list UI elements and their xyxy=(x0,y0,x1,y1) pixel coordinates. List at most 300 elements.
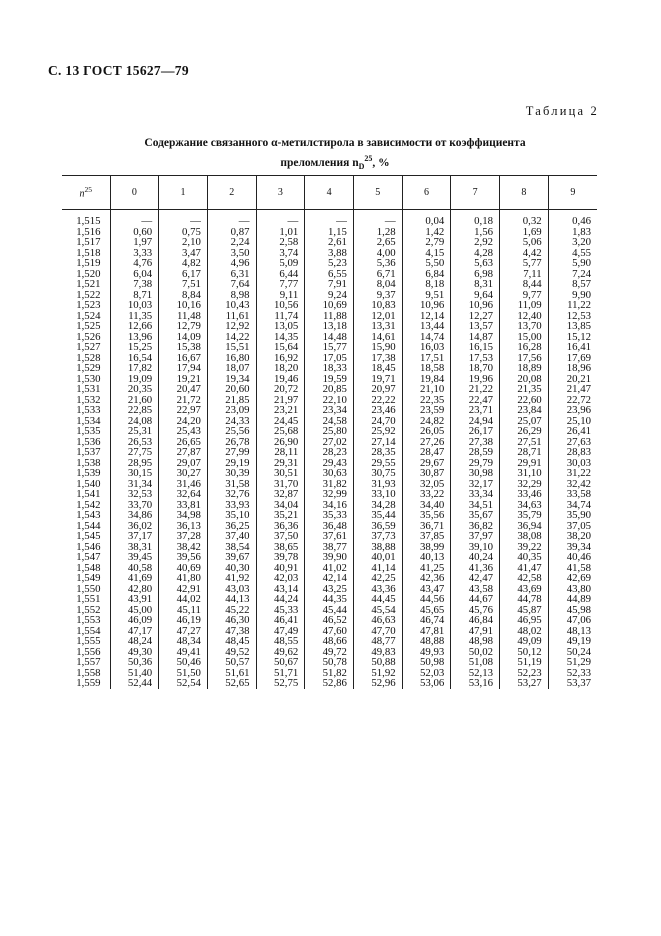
header-cell: 8 xyxy=(500,176,549,210)
table-cell: 46,63 xyxy=(353,615,402,626)
table-cell: 50,67 xyxy=(256,657,305,668)
table-cell: 13,70 xyxy=(500,321,549,332)
table-cell: 5,06 xyxy=(500,237,549,248)
table-cell: 25,31 xyxy=(110,426,159,437)
table-cell: 12,79 xyxy=(159,321,208,332)
page-header: С. 13 ГОСТ 15627—79 xyxy=(48,63,189,78)
table-cell: 10,16 xyxy=(159,300,208,311)
table-cell: 22,22 xyxy=(353,395,402,406)
table-cell: 31,82 xyxy=(305,479,354,490)
table-cell: 31,22 xyxy=(548,468,597,479)
table-cell: 44,45 xyxy=(353,594,402,605)
table-cell: 45,11 xyxy=(159,605,208,616)
table-cell: 50,57 xyxy=(207,657,256,668)
table-cell: 36,36 xyxy=(256,521,305,532)
table-cell: 5,77 xyxy=(500,258,549,269)
table-cell: 6,98 xyxy=(451,269,500,280)
table-cell: 23,09 xyxy=(207,405,256,416)
table-cell: 23,46 xyxy=(353,405,402,416)
table-cell: 26,53 xyxy=(110,437,159,448)
table-cell: 9,64 xyxy=(451,290,500,301)
table-cell: 9,77 xyxy=(500,290,549,301)
table-cell: 35,56 xyxy=(402,510,451,521)
table-cell: 42,47 xyxy=(451,573,500,584)
table-cell: 30,75 xyxy=(353,468,402,479)
table-cell: 4,42 xyxy=(500,248,549,259)
table-cell: 5,50 xyxy=(402,258,451,269)
table-cell: 44,89 xyxy=(548,594,597,605)
table-cell: 23,84 xyxy=(500,405,549,416)
table-cell: 52,65 xyxy=(207,678,256,689)
table-cell: 43,25 xyxy=(305,584,354,595)
table-cell: 27,63 xyxy=(548,437,597,448)
table-cell: 37,50 xyxy=(256,531,305,542)
table-cell: 16,80 xyxy=(207,353,256,364)
table-cell: 47,91 xyxy=(451,626,500,637)
table-cell: 6,84 xyxy=(402,269,451,280)
table-cell: 29,43 xyxy=(305,458,354,469)
table-cell: 16,41 xyxy=(548,342,597,353)
table-cell: 22,72 xyxy=(548,395,597,406)
table-cell: 3,88 xyxy=(305,248,354,259)
table-cell: 44,24 xyxy=(256,594,305,605)
table-cell: 36,25 xyxy=(207,521,256,532)
table-row xyxy=(62,531,597,542)
table-cell: 26,17 xyxy=(451,426,500,437)
table-cell: 15,77 xyxy=(305,342,354,353)
table-cell: 32,42 xyxy=(548,479,597,490)
table-cell: 28,35 xyxy=(353,447,402,458)
table-cell: 39,56 xyxy=(159,552,208,563)
table-cell: 41,92 xyxy=(207,573,256,584)
table-cell: 37,17 xyxy=(110,531,159,542)
table-row xyxy=(62,384,597,395)
table-cell: 51,50 xyxy=(159,668,208,679)
table-cell: 15,38 xyxy=(159,342,208,353)
table-cell: 49,19 xyxy=(548,636,597,647)
table-cell: — xyxy=(110,210,159,227)
table-cell: 24,08 xyxy=(110,416,159,427)
table-cell: 35,90 xyxy=(548,510,597,521)
table-cell: 36,82 xyxy=(451,521,500,532)
table-cell: 48,34 xyxy=(159,636,208,647)
table-cell: 30,98 xyxy=(451,468,500,479)
row-index-cell: 1,530 xyxy=(76,372,101,385)
table-cell: 9,90 xyxy=(548,290,597,301)
table-cell: 52,54 xyxy=(159,678,208,689)
row-index-cell: 1,554 xyxy=(76,624,101,637)
table-cell: 48,45 xyxy=(207,636,256,647)
table-cell: 7,11 xyxy=(500,269,549,280)
table-cell: 25,68 xyxy=(256,426,305,437)
table-cell: 1,01 xyxy=(256,227,305,238)
table-cell: 13,05 xyxy=(256,321,305,332)
table-cell: 11,88 xyxy=(305,311,354,322)
row-index-cell: 1,545 xyxy=(76,530,101,542)
header-n: n xyxy=(79,188,85,200)
table-cell: 38,99 xyxy=(402,542,451,553)
row-index-cell: 1,549 xyxy=(76,572,101,584)
row-index-cell: 1,531 xyxy=(76,383,101,395)
table-cell: 32,87 xyxy=(256,489,305,500)
table-cell: 32,76 xyxy=(207,489,256,500)
table-cell: 0,04 xyxy=(402,210,451,227)
table-cell: 33,46 xyxy=(500,489,549,500)
table-cell: 10,69 xyxy=(305,300,354,311)
table-cell: 43,47 xyxy=(402,584,451,595)
table-cell: 21,47 xyxy=(548,384,597,395)
caption-suffix: , % xyxy=(372,156,390,169)
row-index-cell: 1,550 xyxy=(76,582,101,595)
table-cell: 47,17 xyxy=(110,626,159,637)
table-cell: 14,35 xyxy=(256,332,305,343)
table-cell: 11,09 xyxy=(500,300,549,311)
table-cell: 7,51 xyxy=(159,279,208,290)
table-cell: 26,78 xyxy=(207,437,256,448)
row-index-cell: 1,528 xyxy=(76,351,101,364)
table-cell: 51,19 xyxy=(500,657,549,668)
table-cell: 12,92 xyxy=(207,321,256,332)
header-cell: 9 xyxy=(548,176,597,210)
row-index-cell: 1,546 xyxy=(76,540,101,553)
table-cell: 20,60 xyxy=(207,384,256,395)
table-cell: 28,11 xyxy=(256,447,305,458)
table-cell: 46,84 xyxy=(451,615,500,626)
table-cell: 28,95 xyxy=(110,458,159,469)
table-cell: 34,63 xyxy=(500,500,549,511)
table-cell: 33,22 xyxy=(402,489,451,500)
row-index-cell: 1,527 xyxy=(76,341,101,353)
table-cell: 0,32 xyxy=(500,210,549,227)
table-cell: 28,71 xyxy=(500,447,549,458)
table-cell: 36,94 xyxy=(500,521,549,532)
table-cell: 40,91 xyxy=(256,563,305,574)
table-cell: 32,05 xyxy=(402,479,451,490)
table-cell: 41,47 xyxy=(500,563,549,574)
table-cell: 38,31 xyxy=(110,542,159,553)
table-cell: 1,97 xyxy=(110,237,159,248)
table-cell: 50,78 xyxy=(305,657,354,668)
table-cell: 45,22 xyxy=(207,605,256,616)
table-cell: — xyxy=(353,210,402,227)
table-cell: 19,84 xyxy=(402,374,451,385)
table-cell: 4,82 xyxy=(159,258,208,269)
table-cell: 26,41 xyxy=(548,426,597,437)
table-cell: 22,10 xyxy=(305,395,354,406)
table-cell: 16,15 xyxy=(451,342,500,353)
table-cell: 9,11 xyxy=(256,290,305,301)
table-cell: 10,96 xyxy=(402,300,451,311)
table-label: Таблица 2 xyxy=(525,104,599,118)
row-index-cell: 1,553 xyxy=(76,614,101,626)
table-cell: 21,35 xyxy=(500,384,549,395)
table-cell: 34,74 xyxy=(548,500,597,511)
table-cell: 18,07 xyxy=(207,363,256,374)
table-cell: 41,14 xyxy=(353,563,402,574)
table-cell: 17,51 xyxy=(402,353,451,364)
table-cell: 7,64 xyxy=(207,279,256,290)
table-cell: 51,61 xyxy=(207,668,256,679)
table-cell: 45,65 xyxy=(402,605,451,616)
table-cell: 40,69 xyxy=(159,563,208,574)
table-cell: 14,74 xyxy=(402,332,451,343)
table-row xyxy=(62,678,597,689)
table-cell: 47,70 xyxy=(353,626,402,637)
table-cell: 33,81 xyxy=(159,500,208,511)
table-cell: 27,51 xyxy=(500,437,549,448)
table-cell: 45,76 xyxy=(451,605,500,616)
table-cell: 21,10 xyxy=(402,384,451,395)
table-cell: 38,77 xyxy=(305,542,354,553)
table-cell: 6,55 xyxy=(305,269,354,280)
table-cell: 41,69 xyxy=(110,573,159,584)
row-index-cell: 1,542 xyxy=(76,498,101,511)
table-cell: 18,33 xyxy=(305,363,354,374)
table-cell: 47,27 xyxy=(159,626,208,637)
table-cell: 42,69 xyxy=(548,573,597,584)
table-cell: 8,44 xyxy=(500,279,549,290)
table-cell: 47,49 xyxy=(256,626,305,637)
table-cell: 44,35 xyxy=(305,594,354,605)
table-cell: 12,66 xyxy=(110,321,159,332)
table-cell: 3,74 xyxy=(256,248,305,259)
table-cell: 16,67 xyxy=(159,353,208,364)
table-cell: 12,01 xyxy=(353,311,402,322)
table-cell: 43,03 xyxy=(207,584,256,595)
table-cell: 9,51 xyxy=(402,290,451,301)
table-cell: 52,13 xyxy=(451,668,500,679)
table-row xyxy=(62,237,597,248)
table-cell: 24,70 xyxy=(353,416,402,427)
table-cell: 17,05 xyxy=(305,353,354,364)
table-cell: 34,16 xyxy=(305,500,354,511)
table-row xyxy=(62,615,597,626)
table-cell: 18,70 xyxy=(451,363,500,374)
table-cell: 11,74 xyxy=(256,311,305,322)
table-cell: 27,87 xyxy=(159,447,208,458)
table-cell: 24,82 xyxy=(402,416,451,427)
row-index-cell: 1,532 xyxy=(76,393,101,406)
table-cell: 1,28 xyxy=(353,227,402,238)
header-n-sup: 25 xyxy=(84,185,92,195)
table-cell: 40,01 xyxy=(353,552,402,563)
table-cell: 46,09 xyxy=(110,615,159,626)
table-cell: 16,03 xyxy=(402,342,451,353)
table-cell: 27,38 xyxy=(451,437,500,448)
table-cell: 4,28 xyxy=(451,248,500,259)
table-cell: 48,66 xyxy=(305,636,354,647)
table-cell: 42,25 xyxy=(353,573,402,584)
table-cell: 51,92 xyxy=(353,668,402,679)
table-row xyxy=(62,657,597,668)
table-cell: 32,53 xyxy=(110,489,159,500)
table-cell: 23,59 xyxy=(402,405,451,416)
table-cell: 15,25 xyxy=(110,342,159,353)
table-cell: 38,20 xyxy=(548,531,597,542)
table-cell: 6,04 xyxy=(110,269,159,280)
table-cell: 45,33 xyxy=(256,605,305,616)
table-cell: 37,05 xyxy=(548,521,597,532)
table-cell: 10,03 xyxy=(110,300,159,311)
row-index-cell: 1,522 xyxy=(76,288,101,301)
table-cell: 31,34 xyxy=(110,479,159,490)
table-cell: 21,22 xyxy=(451,384,500,395)
table-cell: 13,96 xyxy=(110,332,159,343)
table-cell: 41,02 xyxy=(305,563,354,574)
table-cell: 3,20 xyxy=(548,237,597,248)
row-index-cell: 1,552 xyxy=(76,603,101,616)
table-cell: 35,10 xyxy=(207,510,256,521)
table-cell: 14,61 xyxy=(353,332,402,343)
refraction-table xyxy=(62,175,597,689)
table-cell: 18,89 xyxy=(500,363,549,374)
table-cell: 18,20 xyxy=(256,363,305,374)
table-cell: 19,21 xyxy=(159,374,208,385)
table-cell: 46,52 xyxy=(305,615,354,626)
table-cell: 44,67 xyxy=(451,594,500,605)
table-cell: 52,23 xyxy=(500,668,549,679)
table-cell: 29,31 xyxy=(256,458,305,469)
table-cell: 6,71 xyxy=(353,269,402,280)
table-cell: 18,45 xyxy=(353,363,402,374)
table-cell: 51,40 xyxy=(110,668,159,679)
table-cell: 29,91 xyxy=(500,458,549,469)
table-cell: 31,58 xyxy=(207,479,256,490)
table-cell: 0,18 xyxy=(451,210,500,227)
table-cell: 4,76 xyxy=(110,258,159,269)
table-cell: 15,51 xyxy=(207,342,256,353)
table-cell: 27,26 xyxy=(402,437,451,448)
table-cell: 43,14 xyxy=(256,584,305,595)
table-cell: 17,56 xyxy=(500,353,549,364)
table-cell: 36,59 xyxy=(353,521,402,532)
table-cell: — xyxy=(305,210,354,227)
table-cell: 8,31 xyxy=(451,279,500,290)
table-cell: 10,83 xyxy=(353,300,402,311)
table-cell: 50,98 xyxy=(402,657,451,668)
table-cell: 46,95 xyxy=(500,615,549,626)
table-cell: 17,38 xyxy=(353,353,402,364)
row-index-cell: 1,536 xyxy=(76,435,101,448)
table-cell: 43,69 xyxy=(500,584,549,595)
table-cell: 46,30 xyxy=(207,615,256,626)
table-cell: 9,37 xyxy=(353,290,402,301)
caption-prefix: преломления n xyxy=(280,156,359,169)
table-caption xyxy=(120,136,550,174)
table-cell: 41,80 xyxy=(159,573,208,584)
table-cell: 33,10 xyxy=(353,489,402,500)
table-cell: 42,14 xyxy=(305,573,354,584)
table-cell: 47,38 xyxy=(207,626,256,637)
table-cell: 24,94 xyxy=(451,416,500,427)
row-index-cell: 1,523 xyxy=(76,299,101,311)
table-cell: 2,92 xyxy=(451,237,500,248)
table-cell: 2,65 xyxy=(353,237,402,248)
table-cell: 5,90 xyxy=(548,258,597,269)
table-cell: 25,56 xyxy=(207,426,256,437)
table-cell: 34,40 xyxy=(402,500,451,511)
table-cell: 27,14 xyxy=(353,437,402,448)
table-row xyxy=(62,510,597,521)
table-cell: 46,41 xyxy=(256,615,305,626)
table-cell: 33,93 xyxy=(207,500,256,511)
table-row xyxy=(62,321,597,332)
row-index-cell: 1,519 xyxy=(76,257,101,269)
table-cell: 30,15 xyxy=(110,468,159,479)
table-cell: 15,12 xyxy=(548,332,597,343)
table-cell: 27,99 xyxy=(207,447,256,458)
header-cell: 1 xyxy=(159,176,208,210)
table-cell: 30,51 xyxy=(256,468,305,479)
table-cell: 52,86 xyxy=(305,678,354,689)
table-cell: 16,92 xyxy=(256,353,305,364)
table-cell: 14,09 xyxy=(159,332,208,343)
table-cell: 22,97 xyxy=(159,405,208,416)
table-cell: 38,42 xyxy=(159,542,208,553)
table-cell: 17,94 xyxy=(159,363,208,374)
table-cell: 24,45 xyxy=(256,416,305,427)
caption-line-2 xyxy=(120,151,550,174)
table-cell: 1,42 xyxy=(402,227,451,238)
table-cell: 49,41 xyxy=(159,647,208,658)
table-cell: 37,61 xyxy=(305,531,354,542)
caption-line-1: Содержание связанного α-метилстирола в зависимости от коэффициента xyxy=(144,137,526,149)
table-cell: 49,62 xyxy=(256,647,305,658)
row-index-cell: 1,539 xyxy=(76,467,101,479)
table-cell: 21,72 xyxy=(159,395,208,406)
table-cell: 4,00 xyxy=(353,248,402,259)
table-cell: 12,14 xyxy=(402,311,451,322)
table-cell: 20,47 xyxy=(159,384,208,395)
table-cell: 41,25 xyxy=(402,563,451,574)
table-cell: 20,85 xyxy=(305,384,354,395)
table-cell: 5,63 xyxy=(451,258,500,269)
row-index-cell: 1,525 xyxy=(76,320,101,332)
table-cell: 39,22 xyxy=(500,542,549,553)
table-cell: 24,20 xyxy=(159,416,208,427)
table-cell: 9,24 xyxy=(305,290,354,301)
table-cell: 36,13 xyxy=(159,521,208,532)
table-cell: 29,79 xyxy=(451,458,500,469)
table-cell: 47,81 xyxy=(402,626,451,637)
table-cell: 6,31 xyxy=(207,269,256,280)
table-cell: 25,80 xyxy=(305,426,354,437)
table-cell: 2,58 xyxy=(256,237,305,248)
row-index-cell: 1,516 xyxy=(76,225,101,238)
row-index-cell: 1,543 xyxy=(76,509,101,521)
table-cell: 22,47 xyxy=(451,395,500,406)
table-cell: 31,93 xyxy=(353,479,402,490)
table-cell: 23,34 xyxy=(305,405,354,416)
table-cell: 44,13 xyxy=(207,594,256,605)
table-cell: 43,80 xyxy=(548,584,597,595)
table-cell: 14,87 xyxy=(451,332,500,343)
table-cell: 2,61 xyxy=(305,237,354,248)
table-body xyxy=(62,210,597,689)
table-cell: 30,27 xyxy=(159,468,208,479)
table-cell: 52,33 xyxy=(548,668,597,679)
table-cell: 47,06 xyxy=(548,615,597,626)
table-cell: 30,03 xyxy=(548,458,597,469)
table-cell: 11,61 xyxy=(207,311,256,322)
table-cell: 5,23 xyxy=(305,258,354,269)
table-cell: 0,87 xyxy=(207,227,256,238)
table-cell: 23,21 xyxy=(256,405,305,416)
row-index-cell: 1,538 xyxy=(76,456,101,469)
row-index-cell: 1,547 xyxy=(76,551,101,563)
table-cell: 32,29 xyxy=(500,479,549,490)
table-cell: 24,58 xyxy=(305,416,354,427)
